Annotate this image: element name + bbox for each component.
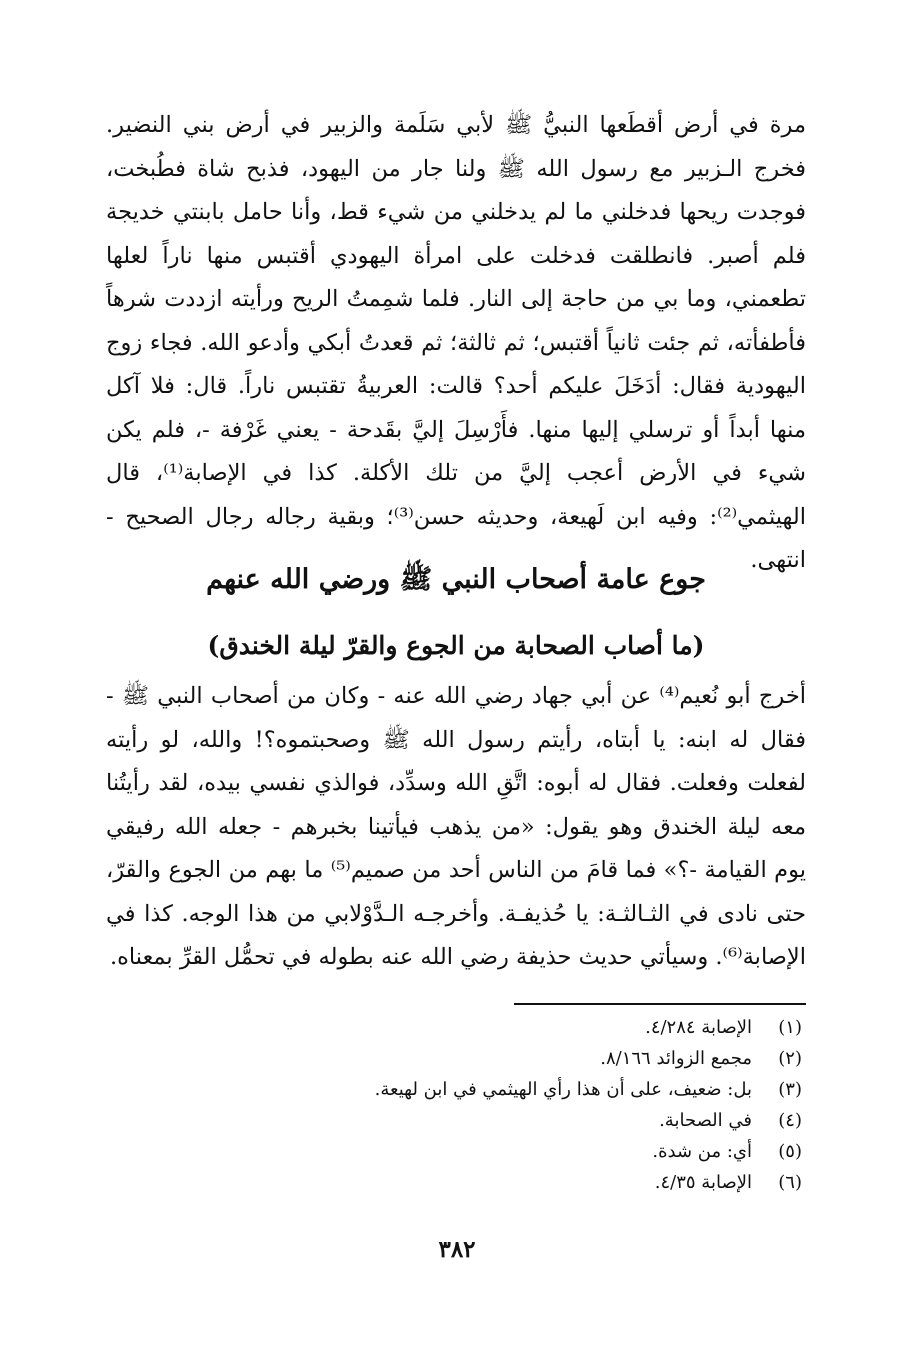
footnote-text: في الصحابة. bbox=[659, 1110, 752, 1131]
paragraph-text: مرة في أرض أقطَعها النبيُّ ﷺ لأبي سَلَمة والزبير في أرض بني النضير. فخرج الـزبير مع رسول الله ﷺ ولنا جار من اليهود، فذبح شاة فطُبخت، فوجدت ريحها فدخلني ما لم يدخلني من شيء قط، وأنا حامل بابنتي خديجة فلم أصبر. فانطلقت فدخلت على امرأة اليهودي أقتبس منها ناراً لعلها تطعمني، وما بي من حاجة إلى النار. فلما شمِمتُ الريح ورأيته ازددت شرهاً فأطفأته، ثم جئت ثانياً أقتبس؛ ثم ثالثة؛ ثم قعدتُ أبكي وأدعو الله. فجاء زوج اليهودية فقال: أدَخَلَ عليكم أحد؟ قالت: العربيةُ تقتبس ناراً. قال: فلا آكل منها أبداً أو ترسلي إليها منها. فأَرْسِلَ إليَّ بقَدحة - يعني غَرْفة -، فلم يكن شيء في الأرض أعجب إليَّ من تلك الأكلة. كذا في الإصابة⁽¹⁾، قال الهيثمي⁽²⁾: وفيه ابن لَهيعة، وحديثه حسن⁽³⁾؛ وبقية رجاله رجال الصحيح - انتهى. bbox=[106, 112, 807, 573]
footnotes-list bbox=[112, 1012, 802, 1198]
section-title: جوع عامة أصحاب النبي ﷺ ورضي الله عنهم bbox=[206, 564, 706, 595]
footnote-item bbox=[112, 1167, 802, 1198]
footnote-divider bbox=[514, 1003, 806, 1005]
body-paragraph-2 bbox=[106, 675, 806, 980]
footnote-text: مجمع الزوائد ٨/١٦٦. bbox=[600, 1048, 752, 1069]
footnote-text: بل: ضعيف، على أن هذا رأي الهيثمي في ابن لهيعة. bbox=[374, 1079, 752, 1100]
footnote-text: الإصابة ٤/٢٨٤. bbox=[645, 1017, 752, 1038]
footnote-item bbox=[112, 1136, 802, 1167]
footnote-item bbox=[112, 1074, 802, 1105]
footnote-number: (١) bbox=[778, 1017, 802, 1038]
footnote-number: (٥) bbox=[778, 1141, 802, 1162]
footnote-item bbox=[112, 1105, 802, 1136]
footnote-number: (٣) bbox=[778, 1079, 802, 1100]
page-number: ٣٨٢ bbox=[438, 1236, 476, 1263]
footnote-text: الإصابة ٤/٣٥. bbox=[654, 1172, 752, 1193]
body-paragraph-1 bbox=[106, 104, 806, 583]
footnote-item bbox=[112, 1043, 802, 1074]
footnote-number: (٤) bbox=[778, 1110, 802, 1131]
paragraph-text: أخرج أبو نُعيم⁽⁴⁾ عن أبي جهاد رضي الله عنه - وكان من أصحاب النبي ﷺ - فقال له ابنه: يا أبتاه، رأيتم رسول الله ﷺ وصحبتموه؟! والله، لو رأيته لفعلت وفعلت. فقال له أبوه: اتَّقِ الله وسدِّد، فوالذي نفسي بيده، لقد رأيتُنا معه ليلة الخندق وهو يقول: «من يذهب فيأتينا بخبرهم - جعله الله رفيقي يوم القيامة -؟» فما قامَ من الناس أحد من صميم⁽⁵⁾ ما بهم من الجوع والقرّ، حتى نادى في الثـالثـة: يا حُذيفـة. وأخرجـه الـدَّوْلابي من هذا الوجه. كذا في الإصابة⁽⁶⁾. وسيأتي حديث حذيفة رضي الله عنه بطوله في تحمُّل القرِّ بمعناه. bbox=[106, 683, 806, 970]
section-subtitle: (ما أصاب الصحابة من الجوع والقرّ ليلة الخندق) bbox=[207, 631, 705, 660]
footnote-number: (٢) bbox=[778, 1048, 802, 1069]
footnote-item bbox=[112, 1012, 802, 1043]
footnote-text: أي: من شدة. bbox=[652, 1141, 752, 1162]
footnote-number: (٦) bbox=[778, 1172, 802, 1193]
